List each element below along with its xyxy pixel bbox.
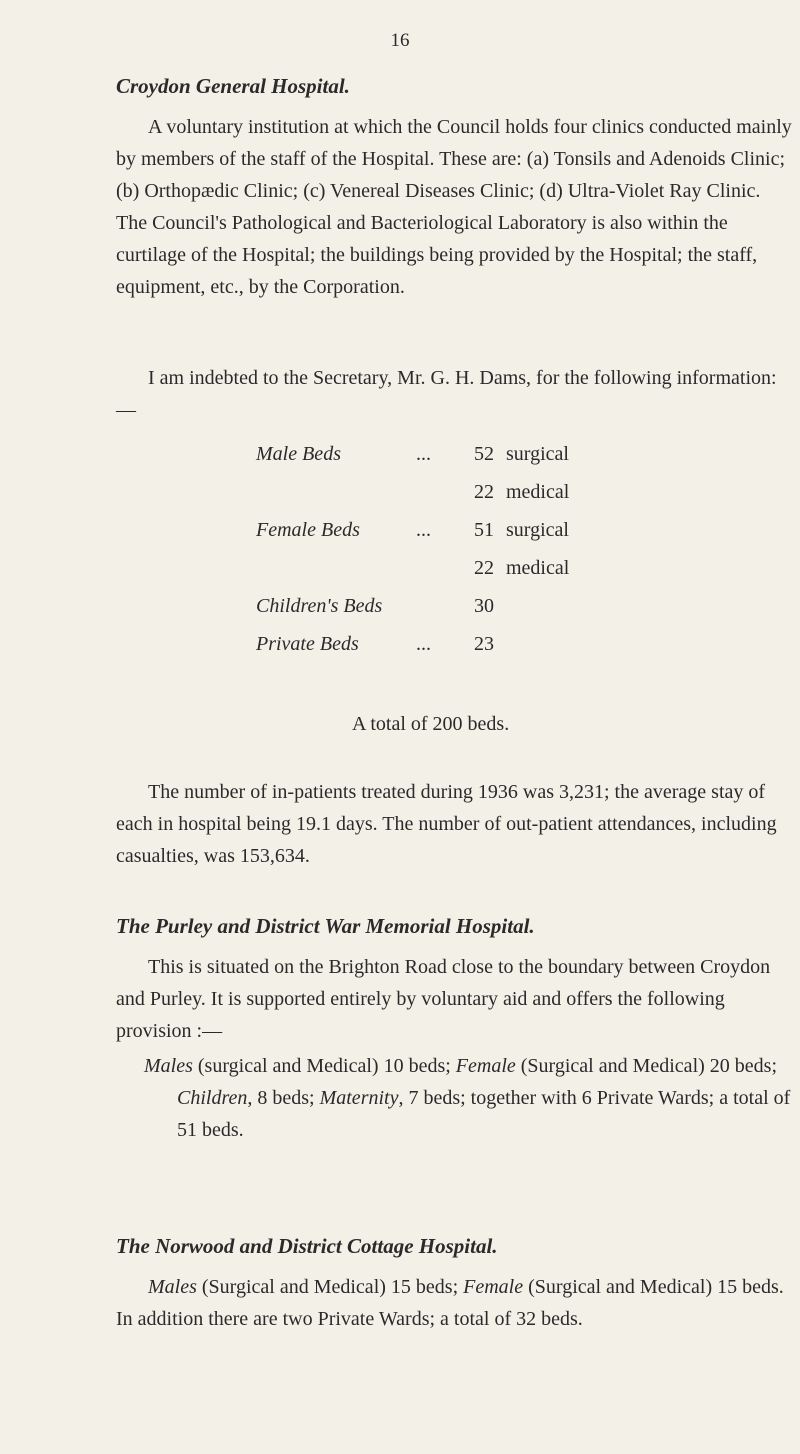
bed-row [256,557,676,595]
purley-heading: The Purley and District War Memorial Hospital. [116,914,535,938]
croydon-section [116,74,796,99]
norwood-paragraph [116,1271,796,1335]
bed-kind: medical [506,481,570,503]
bed-row [256,443,676,481]
purley-section [116,914,796,939]
bed-kind: surgical [506,519,569,541]
purley-paragraph-block [116,951,796,1047]
bed-dots: ... [416,633,431,655]
bed-kind: medical [506,557,570,579]
bed-label: Male Beds [256,443,341,465]
norwood-female-text: (Surgical and Medical) 15 beds. In addition there are two Private Wards; a total of 32 beds. [116,1276,784,1330]
bed-label: Children's Beds [256,595,383,617]
norwood-section [116,1234,796,1259]
bed-row [256,481,676,519]
intro-block [116,362,796,426]
bed-row [256,519,676,557]
bed-label: Private Beds [256,633,359,655]
bed-number: 23 [474,633,494,655]
purley-provision-block [116,1050,796,1146]
norwood-female-label: Female [463,1276,524,1298]
female-text: (Surgical and Medical) 20 beds; [515,1055,777,1077]
croydon-heading: Croydon General Hospital. [116,74,350,98]
males-label: Males [144,1055,193,1077]
bed-row [256,595,676,633]
purley-provision [144,1050,796,1146]
bed-dots: ... [416,443,431,465]
bed-number: 22 [474,557,494,579]
norwood-paragraph-block [116,1271,796,1335]
beds-total: A total of 200 beds. [352,713,510,735]
croydon-paragraph: A voluntary institution at which the Council holds four clinics conducted mainly by members of the staff of the Hospital. These are: (a) Tonsils and Adenoids Clinic; (b) Orthopædic Clinic; (c) Venereal Diseases Clinic; (d) Ultra-Violet Ray Clinic. The Council's Pathological and Bacteriological Laboratory is also within the curtilage of the Hospital; the buildings being provided by the Hospital; the staff, equipment, etc., by the Corporation. [116,116,792,298]
norwood-males-text: (Surgical and Medical) 15 beds; [196,1276,464,1298]
bed-number: 30 [474,595,494,617]
croydon-paragraph-block [116,111,796,303]
bed-number: 51 [474,519,494,541]
children-label: Children [177,1087,248,1109]
female-label: Female [455,1055,516,1077]
stats-block [116,776,796,872]
bed-number: 22 [474,481,494,503]
norwood-males-label: Males [148,1276,197,1298]
bed-label: Female Beds [256,519,360,541]
males-text: (surgical and Medical) 10 beds; [192,1055,456,1077]
stats-paragraph: The number of in-patients treated during 1936 was 3,231; the average stay of each in hospital being 19.1 days. The number of out-patient attendances, including casualties, was 153,634. [116,781,777,867]
bed-number: 52 [474,443,494,465]
bed-row [256,633,676,671]
purley-paragraph: This is situated on the Brighton Road close to the boundary between Croydon and Purley. It is supported entirely by voluntary aid and offers the following provision :— [116,956,771,1042]
maternity-label: Maternity [319,1087,399,1109]
maternity-text: , 7 beds; together with 6 Private Wards; a total of 51 beds. [177,1087,791,1141]
bed-kind: surgical [506,443,569,465]
intro-paragraph: I am indebted to the Secretary, Mr. G. H. Dams, for the following information:— [116,367,777,421]
norwood-heading: The Norwood and District Cottage Hospital. [116,1234,498,1258]
page-number: 16 [390,30,410,51]
beds-table [256,443,676,671]
children-text: , 8 beds; [247,1087,320,1109]
bed-dots: ... [416,519,431,541]
